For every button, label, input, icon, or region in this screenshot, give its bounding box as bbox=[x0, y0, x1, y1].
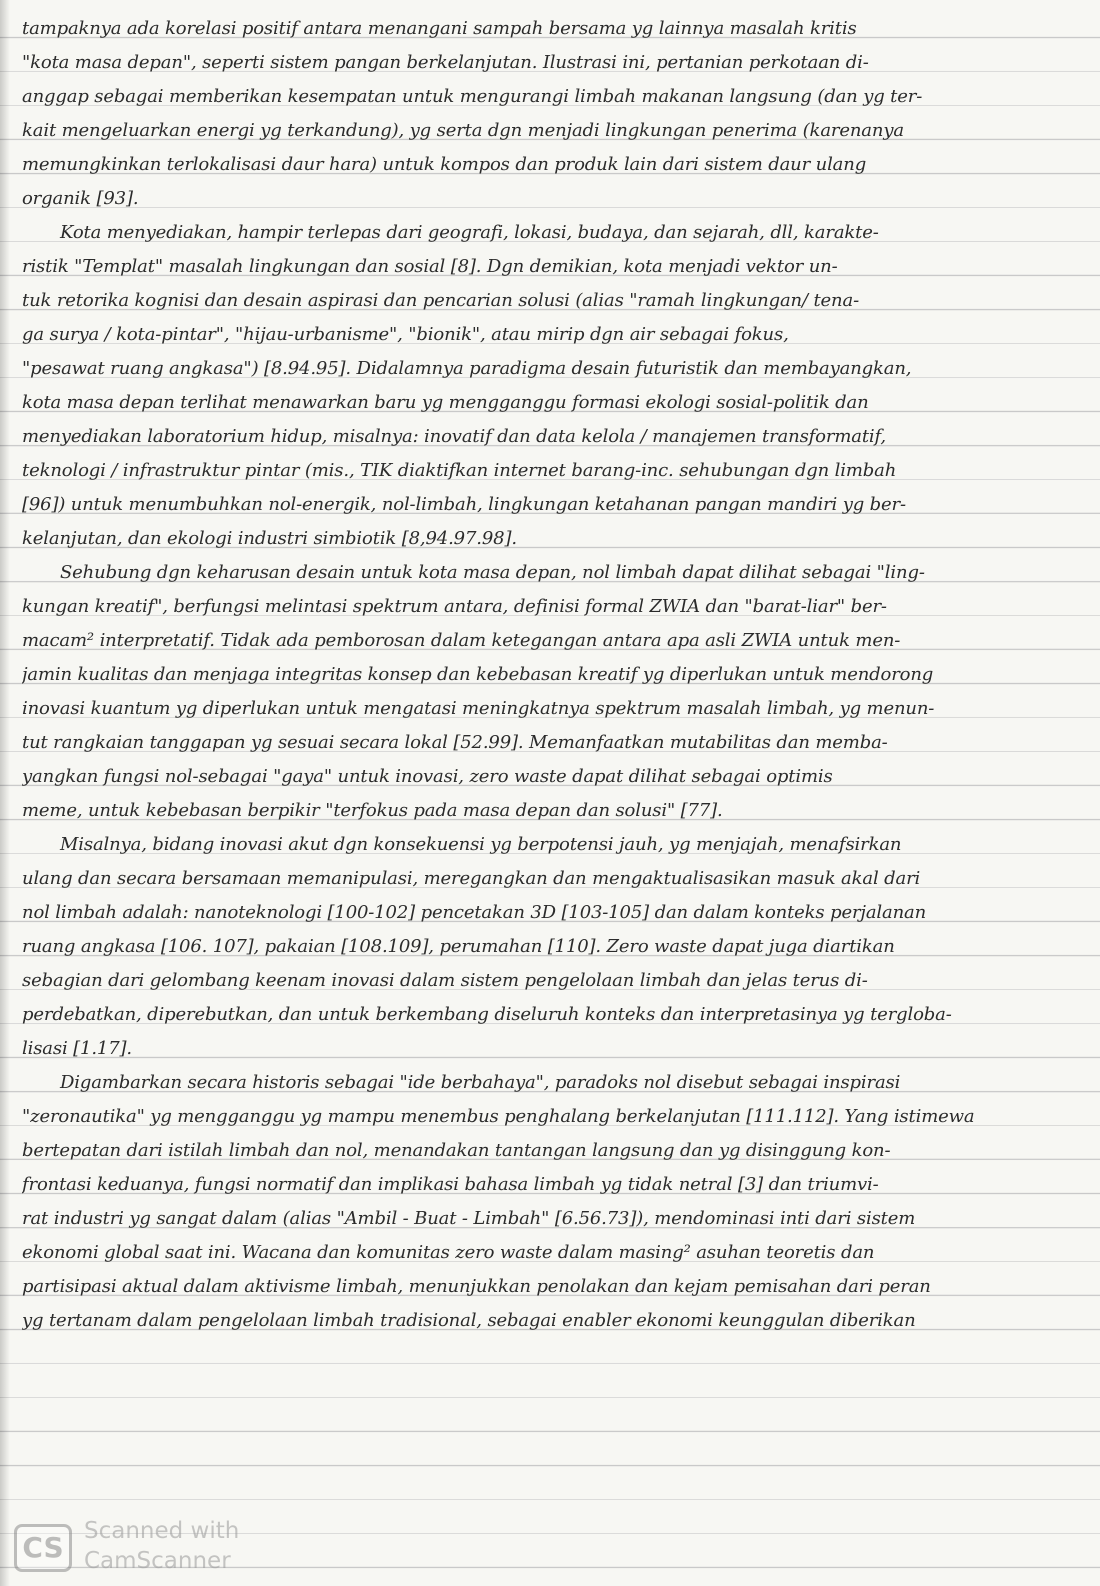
text-line: Sehubung dgn keharusan desain untuk kota masa depan, nol limbah dapat dilihat sebagai "ling- bbox=[60, 562, 925, 583]
handwritten-text-block bbox=[22, 12, 1080, 1338]
text-line: ulang dan secara bersamaan memanipulasi, meregangkan dan mengaktualisasikan masuk akal dari bbox=[22, 868, 921, 889]
text-line: meme, untuk kebebasan berpikir "terfokus pada masa depan dan solusi" [77]. bbox=[22, 800, 723, 821]
text-line: kelanjutan, dan ekologi industri simbiotik [8,94.97.98]. bbox=[22, 528, 517, 549]
text-line: tut rangkaian tanggapan yg sesuai secara lokal [52.99]. Memanfaatkan mutabilitas dan memba- bbox=[22, 732, 888, 753]
text-line: menyediakan laboratorium hidup, misalnya: inovatif dan data kelola / manajemen transformatif, bbox=[22, 426, 886, 447]
text-line: yangkan fungsi nol-sebagai "gaya" untuk inovasi, zero waste dapat dilihat sebagai optimis bbox=[22, 766, 833, 787]
text-line: tampaknya ada korelasi positif antara menangani sampah bersama yg lainnya masalah kritis bbox=[22, 18, 857, 39]
binding-shadow bbox=[0, 0, 10, 1586]
text-line: jamin kualitas dan menjaga integritas konsep dan kebebasan kreatif yg diperlukan untuk mendorong bbox=[22, 664, 934, 685]
text-line: ruang angkasa [106. 107], pakaian [108.109], perumahan [110]. Zero waste dapat juga diartikan bbox=[22, 936, 895, 957]
text-line: bertepatan dari istilah limbah dan nol, menandakan tantangan langsung dan yg disinggung kon- bbox=[22, 1140, 891, 1161]
text-line: inovasi kuantum yg diperlukan untuk mengatasi meningkatnya spektrum masalah limbah, yg menun- bbox=[22, 698, 935, 719]
text-line: rat industri yg sangat dalam (alias "Ambil - Buat - Limbah" [6.56.73]), mendominasi inti dari sistem bbox=[22, 1208, 916, 1229]
text-line: Digambarkan secara historis sebagai "ide berbahaya", paradoks nol disebut sebagai inspirasi bbox=[60, 1072, 901, 1093]
text-line: kota masa depan terlihat menawarkan baru yg mengganggu formasi ekologi sosial-politik dan bbox=[22, 392, 869, 413]
text-line: kungan kreatif", berfungsi melintasi spektrum antara, definisi formal ZWIA dan "barat-liar" ber- bbox=[22, 596, 887, 617]
text-line: frontasi keduanya, fungsi normatif dan implikasi bahasa limbah yg tidak netral [3] dan triumvi- bbox=[22, 1174, 879, 1195]
text-line: sebagian dari gelombang keenam inovasi dalam sistem pengelolaan limbah dan jelas terus di- bbox=[22, 970, 868, 991]
text-line: "zeronautika" yg mengganggu yg mampu menembus penghalang berkelanjutan [111.112]. Yang istimewa bbox=[22, 1106, 975, 1127]
text-line: "pesawat ruang angkasa") [8.94.95]. Didalamnya paradigma desain futuristik dan membayangkan, bbox=[22, 358, 912, 379]
text-line: tuk retorika kognisi dan desain aspirasi dan pencarian solusi (alias "ramah lingkungan/ tena- bbox=[22, 290, 859, 311]
text-line: "kota masa depan", seperti sistem pangan berkelanjutan. Ilustrasi ini, pertanian perkotaan di- bbox=[22, 52, 869, 73]
text-line: teknologi / infrastruktur pintar (mis., TIK diaktifkan internet barang-inc. sehubungan dgn limbah bbox=[22, 460, 897, 481]
text-line: ristik "Templat" masalah lingkungan dan sosial [8]. Dgn demikian, kota menjadi vektor un- bbox=[22, 256, 838, 277]
text-line: nol limbah adalah: nanoteknologi [100-102] pencetakan 3D [103-105] dan dalam konteks perjalanan bbox=[22, 902, 927, 923]
camscanner-watermark bbox=[14, 1520, 314, 1580]
text-line: ekonomi global saat ini. Wacana dan komunitas zero waste dalam masing² asuhan teoretis dan bbox=[22, 1242, 875, 1263]
text-line: partisipasi aktual dalam aktivisme limbah, menunjukkan penolakan dan kejam pemisahan dari peran bbox=[22, 1276, 931, 1297]
text-line: yg tertanam dalam pengelolaan limbah tradisional, sebagai enabler ekonomi keunggulan diberikan bbox=[22, 1310, 916, 1331]
text-line: Kota menyediakan, hampir terlepas dari geografi, lokasi, budaya, dan sejarah, dll, karakte- bbox=[60, 222, 879, 243]
text-line: organik [93]. bbox=[22, 188, 139, 209]
text-line: lisasi [1.17]. bbox=[22, 1038, 132, 1059]
text-line: ga surya / kota-pintar", "hijau-urbanisme", "bionik", atau mirip dgn air sebagai fokus, bbox=[22, 324, 789, 345]
text-line: perdebatkan, diperebutkan, dan untuk berkembang diseluruh konteks dan interpretasinya yg tergloba- bbox=[22, 1004, 952, 1025]
text-line: Misalnya, bidang inovasi akut dgn konsekuensi yg berpotensi jauh, yg menjajah, menafsirkan bbox=[60, 834, 902, 855]
camscanner-logo-icon: CS bbox=[14, 1524, 72, 1572]
text-line: kait mengeluarkan energi yg terkandung), yg serta dgn menjadi lingkungan penerima (karenanya bbox=[22, 120, 904, 141]
text-line: [96]) untuk menumbuhkan nol-energik, nol-limbah, lingkungan ketahanan pangan mandiri yg ber- bbox=[22, 494, 906, 515]
watermark-app-name: CamScanner bbox=[84, 1548, 231, 1574]
watermark-scanned-with: Scanned with bbox=[84, 1518, 240, 1544]
text-line: anggap sebagai memberikan kesempatan untuk mengurangi limbah makanan langsung (dan yg ter- bbox=[22, 86, 923, 107]
text-line: memungkinkan terlokalisasi daur hara) untuk kompos dan produk lain dari sistem daur ulang bbox=[22, 154, 867, 175]
text-line: macam² interpretatif. Tidak ada pemborosan dalam ketegangan antara apa asli ZWIA untuk men- bbox=[22, 630, 901, 651]
